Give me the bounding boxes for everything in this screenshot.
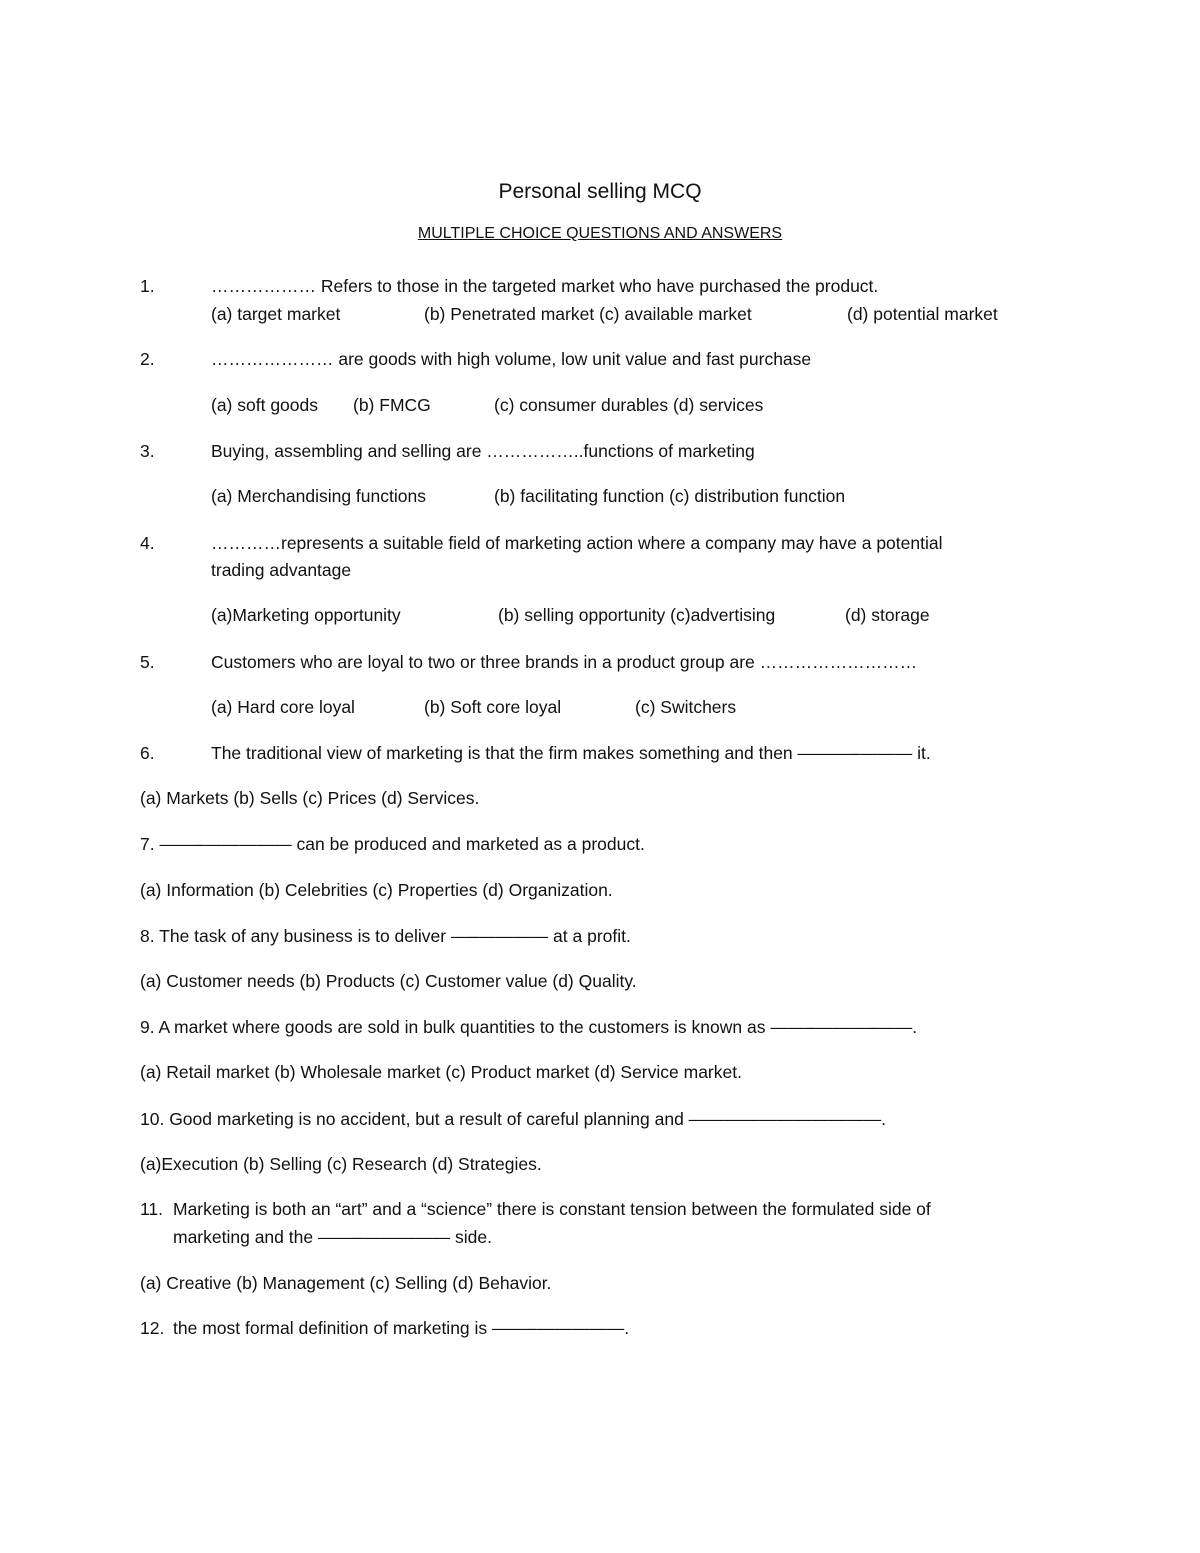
- question-text: Marketing is both an “art” and a “science” there is constant tension between the formulated side of: [173, 1199, 931, 1219]
- question-text: …………represents a suitable field of marketing action where a company may have a potential: [211, 533, 943, 553]
- page-subtitle: MULTIPLE CHOICE QUESTIONS AND ANSWERS: [417, 225, 783, 242]
- question-number: 11.: [140, 1199, 164, 1219]
- option-c-d: (c) consumer durables (d) services: [494, 395, 764, 415]
- question-number: 5.: [140, 652, 155, 672]
- option-a: (a) soft goods: [211, 395, 318, 415]
- question-number: 6.: [140, 743, 155, 763]
- question-number: 4.: [140, 533, 155, 553]
- option-a: (a) Hard core loyal: [211, 697, 355, 717]
- question-options: (a) Customer needs (b) Products (c) Customer value (d) Quality.: [140, 971, 637, 991]
- question-number: 3.: [140, 441, 155, 461]
- question-text: ………………… are goods with high volume, low unit value and fast purchase: [211, 349, 812, 369]
- question-text: 10. Good marketing is no accident, but a result of careful planning and ———————————.: [140, 1109, 887, 1129]
- question-text-continued: trading advantage: [211, 560, 352, 580]
- option-b: (b) FMCG: [353, 395, 431, 415]
- option-d: (d) potential market: [847, 304, 998, 324]
- option-a: (a)Marketing opportunity: [211, 605, 401, 625]
- question-text: The traditional view of marketing is that the firm makes something and then ———–——— it.: [211, 743, 931, 763]
- question-text: Buying, assembling and selling are ……………..functions of marketing: [211, 441, 755, 461]
- question-text: 8. The task of any business is to deliver —–———— at a profit.: [140, 926, 631, 946]
- option-b-c: (b) facilitating function (c) distribution function: [494, 486, 846, 506]
- page-title: Personal selling MCQ: [498, 180, 702, 203]
- question-text: 7. ——–————— can be produced and marketed as a product.: [140, 834, 645, 854]
- question-number: 12.: [140, 1318, 165, 1338]
- question-options: (a) Information (b) Celebrities (c) Properties (d) Organization.: [140, 880, 613, 900]
- question-text-continued: marketing and the ——–————— side.: [173, 1227, 493, 1247]
- option-c: (c) Switchers: [635, 697, 737, 717]
- question-text: ……………… Refers to those in the targeted market who have purchased the product.: [211, 276, 879, 296]
- question-number: 1.: [140, 276, 155, 296]
- question-options: (a) Creative (b) Management (c) Selling (d) Behavior.: [140, 1273, 552, 1293]
- option-b: (b) Soft core loyal: [424, 697, 562, 717]
- question-text: Customers who are loyal to two or three brands in a product group are ………………………: [211, 652, 918, 672]
- question-options: (a) Retail market (b) Wholesale market (c) Product market (d) Service market.: [140, 1062, 742, 1082]
- option-b-c: (b) Penetrated market (c) available market: [424, 304, 752, 324]
- option-a: (a) Merchandising functions: [211, 486, 426, 506]
- option-b-c: (b) selling opportunity (c)advertising: [498, 605, 776, 625]
- question-options: (a) Markets (b) Sells (c) Prices (d) Services.: [140, 788, 480, 808]
- option-d: (d) storage: [845, 605, 930, 625]
- question-text: 9. A market where goods are sold in bulk quantities to the customers is known as ——–———–——.: [140, 1017, 918, 1037]
- question-options: (a)Execution (b) Selling (c) Research (d) Strategies.: [140, 1154, 542, 1174]
- option-a: (a) target market: [211, 304, 341, 324]
- question-number: 2.: [140, 349, 155, 369]
- question-text: the most formal definition of marketing is ——–—————.: [173, 1318, 630, 1338]
